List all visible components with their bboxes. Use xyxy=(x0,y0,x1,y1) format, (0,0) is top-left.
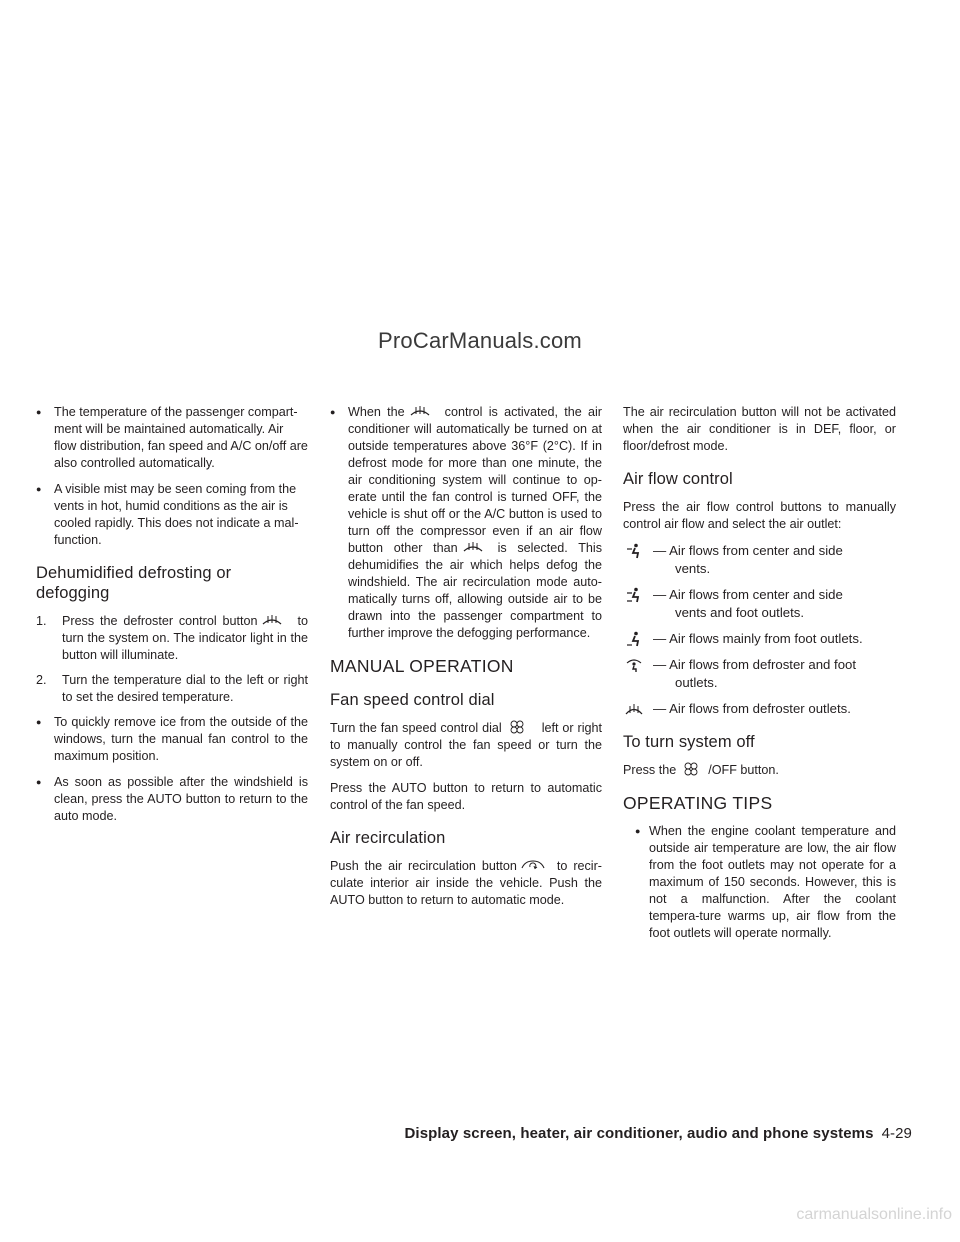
defroster-icon xyxy=(261,613,283,627)
column-1 xyxy=(36,404,308,834)
air-flow-intro: Press the air flow control buttons to manually control air flow and select the air outlet: xyxy=(623,500,896,531)
heading-turn-system-off: To turn system off xyxy=(623,733,755,751)
page-footer xyxy=(405,1125,913,1142)
bullet-passenger-temp: ● The temperature of the passenger compart-ment will be maintained automatically. Air flow distribution, fan speed and A/C on/off are also controlled automatically. xyxy=(36,404,308,472)
fan-auto-text: Press the AUTO button to return to automatic control of the fan speed. xyxy=(330,781,602,812)
airflow-option-defrost: — Air flows from defroster outlets. xyxy=(623,700,896,718)
column-3 xyxy=(623,404,896,951)
defroster-icon xyxy=(462,540,484,554)
step-2: 2. Turn the temperature dial to the left or right to set the desired temperature. xyxy=(36,673,308,704)
heading-dehumidified: Dehumidified defrosting or defogging xyxy=(36,564,232,602)
bullet-remove-ice: ● To quickly remove ice from the outside of the windows, turn the manual fan control to the maximum position. xyxy=(36,714,308,765)
airflow-option-foot: — Air flows mainly from foot outlets. xyxy=(623,630,896,648)
defroster-icon xyxy=(409,404,431,418)
foot-mode-icon xyxy=(625,631,643,647)
watermark: ProCarManuals.com xyxy=(378,328,582,353)
footer-watermark: carmanualsonline.info xyxy=(796,1206,952,1223)
recirculation-icon xyxy=(521,858,543,872)
turn-off-text: Press the /OFF button. xyxy=(623,763,779,777)
footer-section-title: Display screen, heater, air conditioner, audio and phone systems xyxy=(404,1125,874,1142)
column-2 xyxy=(330,404,602,918)
airflow-option-vent: — Air flows from center and side vents. xyxy=(623,542,896,578)
heading-fan-speed: Fan speed control dial xyxy=(330,691,495,709)
bullet-coolant-tip: ● When the engine coolant temperature and outside air temperature are low, the air flow from the foot outlets may not operate for a maximum of 150 seconds. However, this is not a malfunction. After the coolant tempera-ture warms up, air flow from the foot outlets will operate normally. xyxy=(635,823,896,942)
heading-air-flow-control: Air flow control xyxy=(623,470,733,488)
heading-air-recirculation: Air recirculation xyxy=(330,829,446,847)
vent-mode-icon xyxy=(625,543,643,559)
fan-speed-text: Turn the fan speed control dial left or right to manually control the fan speed or turn the system on or off. xyxy=(330,721,602,769)
page-number: 4-29 xyxy=(881,1125,912,1142)
step-number: 2. xyxy=(36,673,47,687)
defroster-icon xyxy=(625,701,643,717)
heading-manual-operation: MANUAL OPERATION xyxy=(330,656,514,676)
bullet-defrost-control: ● When the control is activated, the air conditioner will automatically be turned on at outside temperatures above 36°F (2°C). If in defrost mode for more than one minute, the air conditioning system will continue to op-erate until the fan control is turned OFF, the vehicle is shut off or the A/C button is used to turn off the compressor even if an air flow button other than is selected. This dehumidifies the air which helps defog the windshield. The air recirculation mode auto-matically turns off, allowing outside air to be drawn into the passenger compartment to further improve the defogging performance. xyxy=(330,404,602,642)
airflow-option-bilevel: — Air flows from center and side vents and foot outlets. xyxy=(623,586,896,622)
defrost-foot-mode-icon xyxy=(625,657,643,673)
bullet-auto-return: ● As soon as possible after the windshield is clean, press the AUTO button to return to the auto mode. xyxy=(36,774,308,825)
bullet-visible-mist: ● A visible mist may be seen coming from the vents in hot, humid conditions as the air is cooled rapidly. This does not indicate a mal-function. xyxy=(36,481,308,549)
step-number: 1. xyxy=(36,614,47,628)
step-1: 1. Press the defroster control button to turn the system on. The indicator light in the button will illuminate. xyxy=(36,614,308,662)
bilevel-mode-icon xyxy=(625,587,643,603)
airflow-option-defrost-foot: — Air flows from defroster and foot outlets. xyxy=(623,656,896,692)
fan-icon xyxy=(506,720,528,734)
recirculation-note: The air recirculation button will not be activated when the air conditioner is in DEF, floor, or floor/defrost mode. xyxy=(623,405,896,453)
heading-operating-tips: OPERATING TIPS xyxy=(623,793,773,813)
fan-icon xyxy=(680,762,702,776)
recirculation-text: Push the air recirculation button to recir-culate interior air inside the vehicle. Push the AUTO button to return to automatic mode. xyxy=(330,859,602,907)
